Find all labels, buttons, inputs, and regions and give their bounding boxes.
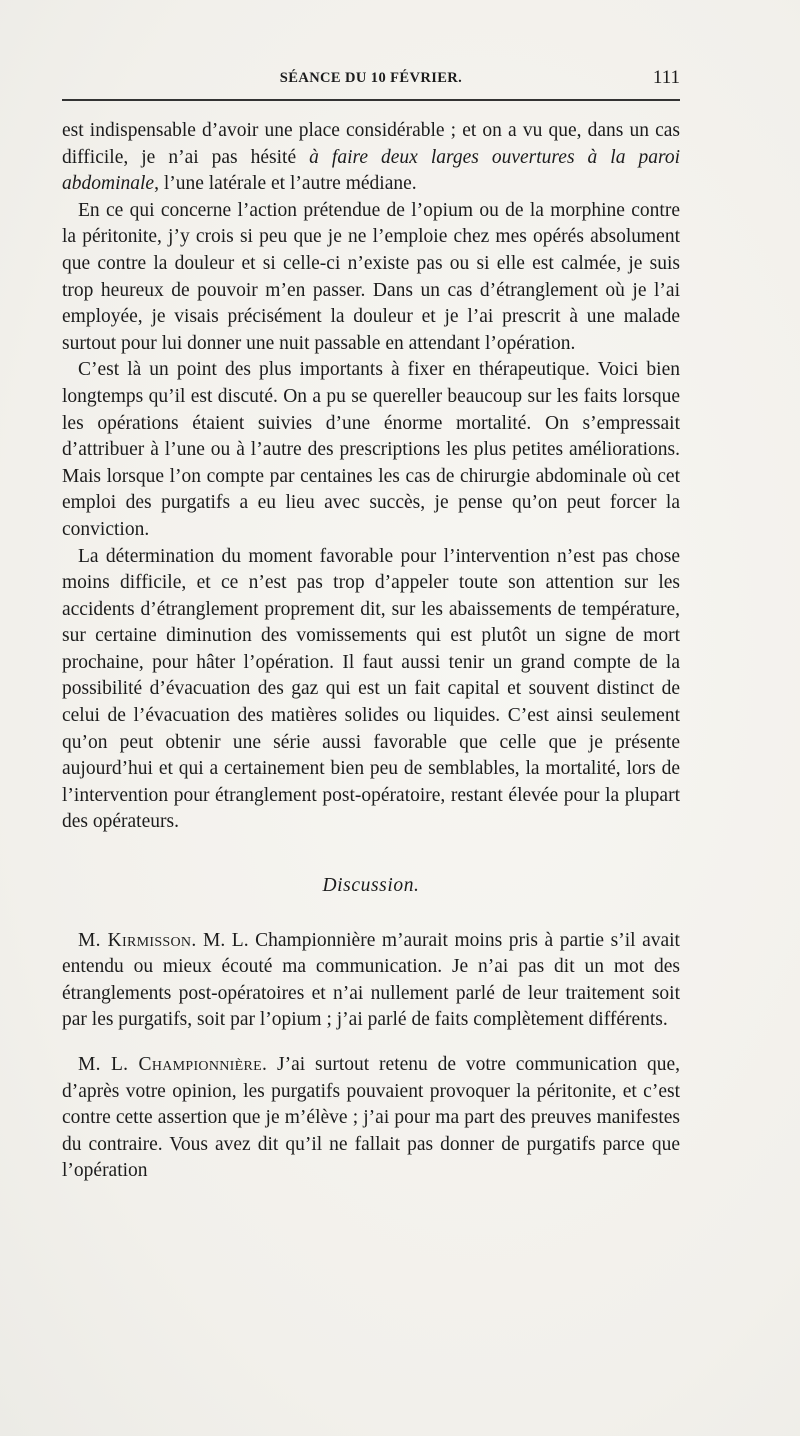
paragraph: C’est là un point des plus importants à fixer en thérapeutique. Voici bien longtemps qu’il est discuté. On a pu se quereller beaucoup sur les faits lorsque les opérations étaient suivies d’une énorme mortalité. On s’empressait d’attribuer à l’une ou à l’autre des prescriptions les plus petites améliorations. Mais lorsque l’on compte par centaines les cas de chirurgie abdominale où cet emploi des purgatifs a eu lieu avec succès, je pense qu’on peut forcer la conviction. [62,359,680,540]
speaker-name: M. Kirmisson. [78,929,197,951]
paragraph: En ce qui concerne l’action prétendue de l’opium ou de la morphine contre la péritonite, j’y crois si peu que je ne l’emploie chez mes opérés absolument que contre la douleur et si celle-ci n’existe pas ou si elle est calmée, je suis trop heureux de pouvoir m’en passer. Dans un cas d’étranglement où je l’ai employée, je visais précisément la douleur et je l’ai prescrit à une malade surtout pour lui donner une nuit passable en attendant l’opération. [62,199,680,354]
paragraph: La détermination du moment favorable pour l’intervention n’est pas chose moins difficile, et ce n’est pas trop d’appeler toute son attention sur les accidents d’étranglement proprement dit, sur les abaissements de température, sur certaine diminution des vomissements qui est plutôt un signe de mort prochaine, pour hâter l’opération. Il faut aussi tenir un grand compte de la possibilité d’évacuation des gaz qui est un fait capital et souvent distinct de celui de l’évacuation des matières solides ou liquides. C’est ainsi seulement qu’on peut obtenir une série aussi favorable que celle que je présente aujourd’hui et qui a certainement bien peu de semblables, la mortalité, lors de l’intervention pour étranglement post-opératoire, restant élevée pour la plupart des opérateurs. [62,545,680,833]
header-rule [62,99,680,101]
remark-text: J’ai surtout retenu de votre communication que, d’après votre opinion, les purgatifs pouvaient provoquer la péritonite, et c’est contre cette assertion que je m’élève ; j’ai pour ma part des preuves manifestes du contraire. Vous avez dit qu’il ne fallait pas donner de purgatifs parce que l’opération [62,1054,680,1182]
body-text [62,118,680,1185]
remark-text: M. L. Championnière m’aurait moins pris à partie s’il avait entendu ou mieux écouté ma communication. Je n’ai pas dit un mot des étranglements post-opératoires et n’ai nullement parlé de leur traitement soit par les purgatifs, soit par l’opium ; j’ai parlé de faits complètement différents. [62,929,680,1031]
paragraph-text: , l’une latérale et l’autre médiane. [154,173,417,195]
italic-phrase: à faire deux larges ouvertures à la paroi abdominale [62,146,680,195]
page-number: 111 [652,67,680,88]
paragraph [62,118,680,198]
section-heading: Discussion. [322,875,420,897]
page-header [62,67,680,94]
paragraph-text: est indispensable d’avoir une place considérable ; et on a vu que, dans un cas difficile, je n’ai pas hésité [62,120,680,168]
speaker-name: M. L. Championnière. [78,1054,268,1075]
running-head: SÉANCE DU 10 FÉVRIER. [279,70,463,86]
remark [62,928,680,1034]
remark [62,1052,680,1185]
